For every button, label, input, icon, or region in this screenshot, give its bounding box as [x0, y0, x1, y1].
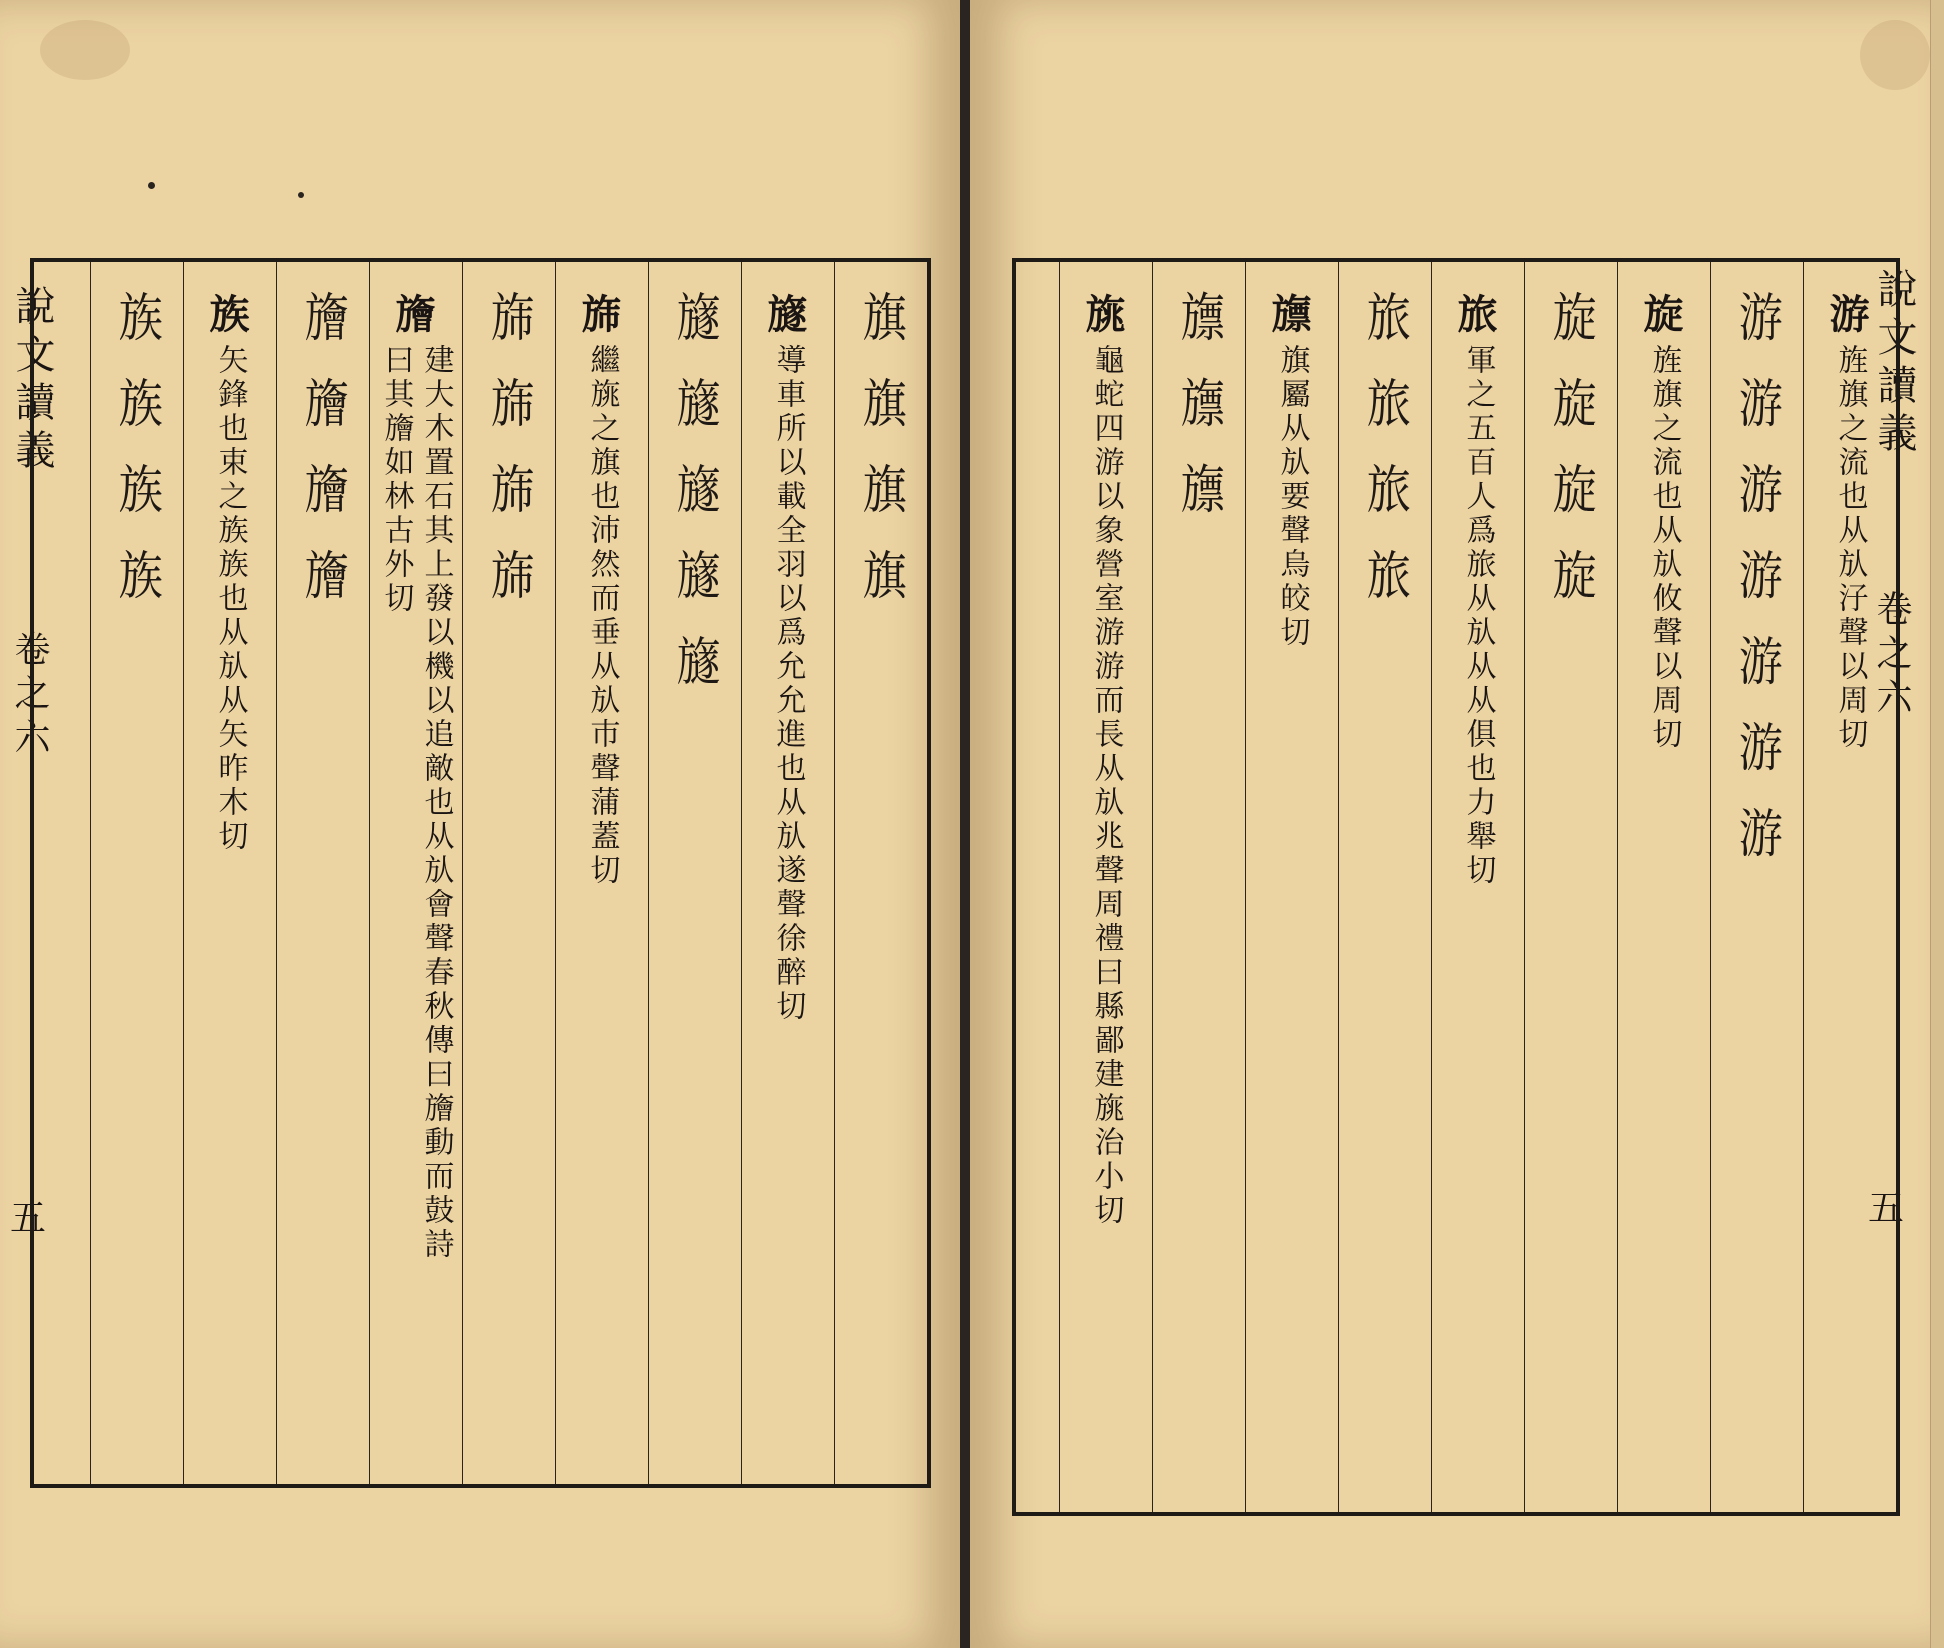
entry-headword: 旐	[1085, 291, 1126, 338]
paper-stain	[40, 20, 130, 80]
entry-headword: 族	[209, 291, 250, 338]
entry-gloss: 旗屬从㫃要聲烏皎切	[1274, 344, 1310, 650]
column-rule	[369, 262, 370, 1484]
column-rule	[555, 262, 556, 1484]
seal-glyphs: 旝旝旝旝	[296, 290, 348, 634]
seal-script-variants	[1342, 290, 1428, 1470]
column-rule	[1059, 262, 1060, 1512]
paper-stain	[1860, 20, 1930, 90]
right-margin-title: 說文讀義	[1871, 268, 1917, 460]
entry-headword: 旋	[1643, 291, 1684, 338]
entry-headword: 旞	[767, 291, 808, 338]
column-rule	[1338, 262, 1339, 1512]
left-margin-volume: 卷之六	[9, 630, 50, 762]
seal-glyphs: 游游游游游游游	[1730, 290, 1782, 892]
ink-speck	[298, 192, 304, 198]
right-page-frame	[1012, 258, 1900, 1516]
entry-gloss: 旌旗之流也从㫃攸聲以周切	[1646, 344, 1682, 752]
dictionary-entry	[1249, 290, 1335, 1264]
seal-glyphs: 旚旚旚	[1172, 290, 1224, 548]
column-rule	[648, 262, 649, 1484]
column-rule	[741, 262, 742, 1484]
entry-gloss: 建大木置石其上發以機以追敵也从㫃會聲春秋傳曰旝動而鼓詩曰其旝如林古外切	[378, 344, 454, 1262]
column-rule	[90, 262, 91, 1484]
entry-headword: 旆	[581, 291, 622, 338]
seal-glyphs: 族族族族	[110, 290, 162, 634]
left-page-frame	[30, 258, 931, 1488]
dictionary-entry	[1435, 290, 1521, 1264]
right-folio: 五	[1868, 1188, 1905, 1229]
column-rule	[276, 262, 277, 1484]
dictionary-entry	[1621, 290, 1707, 1264]
entry-headword: 旅	[1457, 291, 1498, 338]
seal-script-variants	[1528, 290, 1614, 1470]
seal-script-variants	[1156, 290, 1242, 1470]
dictionary-entry	[745, 290, 831, 1264]
seal-glyphs: 旗旗旗旗	[854, 290, 906, 634]
entry-headword: 旚	[1271, 291, 1312, 338]
column-rule	[1245, 262, 1246, 1512]
entry-gloss: 導車所以載全羽以爲允允進也从㫃遂聲徐醉切	[770, 344, 806, 1024]
seal-script-variants	[1714, 290, 1800, 1470]
column-rule	[183, 262, 184, 1484]
seal-script-variants	[94, 290, 180, 1470]
entry-gloss: 旌旗之流也从㫃汓聲以周切	[1832, 344, 1868, 752]
entry-headword: 旝	[395, 291, 436, 338]
column-rule	[834, 262, 835, 1484]
dictionary-entry	[1063, 290, 1149, 1264]
seal-script-variants	[466, 290, 552, 1470]
column-rule	[1152, 262, 1153, 1512]
dictionary-entry	[373, 290, 459, 1264]
seal-glyphs: 旅旅旅旅	[1358, 290, 1410, 634]
column-rule	[1710, 262, 1711, 1512]
left-folio: 五	[10, 1198, 47, 1239]
seal-script-variants	[280, 290, 366, 1470]
dictionary-entry	[559, 290, 645, 1264]
seal-glyphs: 旞旞旞旞旞	[668, 290, 720, 720]
dictionary-entry	[1807, 290, 1893, 1264]
ink-speck	[148, 182, 155, 189]
column-rule	[1617, 262, 1618, 1512]
column-rule	[462, 262, 463, 1484]
entry-gloss: 龜蛇四游以象營室游游而長从㫃兆聲周禮曰縣鄙建旐治小切	[1088, 344, 1124, 1228]
left-margin-title: 說文讀義	[9, 285, 55, 477]
page-edge	[1930, 0, 1944, 1648]
seal-glyphs: 旆旆旆旆	[482, 290, 534, 634]
column-rule	[1803, 262, 1804, 1512]
column-rule	[1524, 262, 1525, 1512]
seal-script-variants	[652, 290, 738, 1470]
seal-script-variants	[838, 290, 924, 1470]
entry-headword: 游	[1829, 291, 1870, 338]
book-gutter	[960, 0, 970, 1648]
entry-gloss: 軍之五百人爲旅从㫃从从俱也力舉切	[1460, 344, 1496, 888]
column-rule	[1431, 262, 1432, 1512]
seal-glyphs: 旋旋旋旋	[1544, 290, 1596, 634]
entry-gloss: 矢鋒也束之族族也从㫃从矢昨木切	[212, 344, 248, 854]
dictionary-entry	[187, 290, 273, 1264]
entry-gloss: 繼旐之旗也沛然而垂从㫃巿聲蒲蓋切	[584, 344, 620, 888]
right-margin-volume: 卷之六	[1871, 590, 1912, 722]
